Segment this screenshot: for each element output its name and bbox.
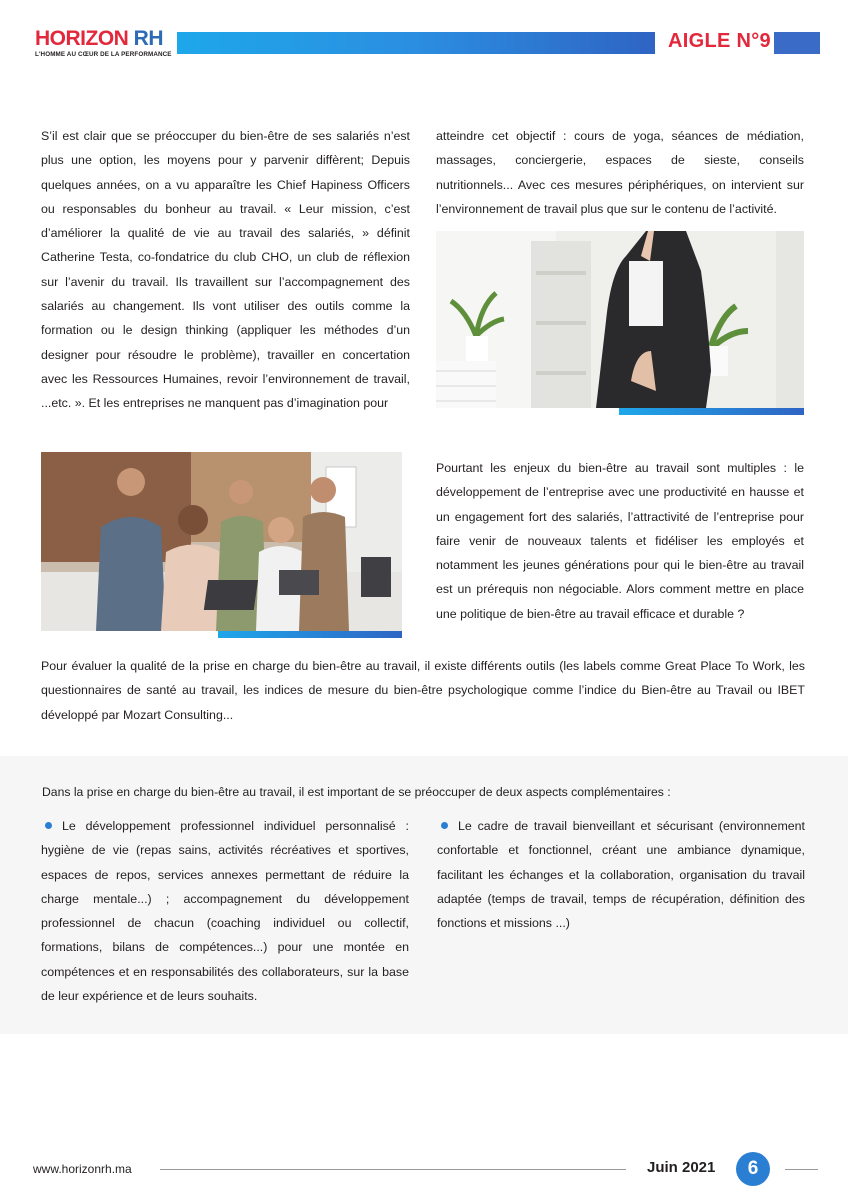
- article-paragraph-4: Pour évaluer la qualité de la prise en charge du bien-être au travail, il existe différents outils (les labels comme Great Place To Work, les questionnaires de santé au travail, les indices de mesure du bien-être psychologique comme l’indice du Bien-être au Travail ou IBET développé par Mozart Consulting...: [41, 659, 805, 722]
- footer-divider: [160, 1169, 626, 1170]
- article-paragraph-3: Pourtant les enjeux du bien-être au travail sont multiples : le développement de l’entreprise avec une productivité en hausse et un engagement fort des salariés, l’attractivité de l’entreprise pour faire venir de nouveaux talents et fidéliser les employés et notamment les jeunes générations pour qui le bien-être au travail est un prérequis non négociable. Alors comment mettre en place une politique de bien-être au travail efficace et durable ?: [436, 461, 804, 621]
- page-number-badge: 6: [736, 1152, 770, 1186]
- yoga-office-photo: [436, 231, 804, 408]
- team-meeting-photo: [41, 452, 402, 631]
- footer-divider-right: [785, 1169, 818, 1170]
- logo-word-rh: RH: [133, 27, 164, 50]
- highlight-intro: Dans la prise en charge du bien-être au travail, il est important de se préoccuper de deux aspects complémentaires :: [42, 785, 671, 799]
- article-paragraph-1: S’il est clair que se préoccuper du bien-être de ses salariés n’est plus une option, les moyens pour y parvenir diffèrent; Depuis quelques années, on a vu apparaître les Chief Hapiness Officers ou responsables du bonheur au travail. « Leur mission, c’est d’améliorer la qualité de vie au travail des salariés, » définit Catherine Testa, co-fondatrice du club CHO, un club de réflexion sur l’avenir du travail. Ils travaillent sur l’accompagnement des salariés au changement. Ils vont utiliser des outils comme la formation ou le design thinking (appliquer les méthodes d’un designer pour résoudre le problème), travailler en concertation avec les Ressources Humaines, revoir l’environnement de travail, ...etc. ». Et les entreprises ne manquent pas d’imagination pour: [41, 129, 410, 411]
- team-photo-illustration: [41, 452, 402, 631]
- brand-logo: [35, 28, 175, 58]
- highlight-bullet-2-text: Le cadre de travail bienveillant et sécurisant (environnement confortable et fonctionnel, créant une ambiance dynamique, facilitant les échanges et la collaboration, organisation du travail adaptée (temps de travail, temps de récupération, définition des fonctions et missions ...): [437, 819, 805, 931]
- highlight-bullet-1-text: Le développement professionnel individuel personnalisé : hygiène de vie (repas sains, activités récréatives et sportives, espaces de repos, services annexes permettant de réduire la charge mentale...) ; accompagnement du développement professionnel de chacun (coaching individuel ou collectif, formations, bilans de compétences...) pour une montée en compétences et en responsabilités des collaborateurs, sur la base de leur expérience et de leurs souhaits.: [41, 819, 409, 1004]
- logo-tagline: L'HOMME AU CŒUR DE LA PERFORMANCE: [35, 51, 172, 58]
- team-photo-accent-bar: [218, 631, 402, 638]
- header-accent-bar: [774, 32, 820, 54]
- yoga-photo-illustration: [436, 231, 804, 408]
- highlight-bullet-1: [41, 814, 409, 1008]
- article-paragraph-2: atteindre cet objectif : cours de yoga, séances de médiation, massages, conciergerie, espaces de sieste, conseils nutritionnels... Avec ces mesures périphériques, on intervient sur l’environnement de travail plus que sur le contenu de l’activité.: [436, 129, 804, 216]
- footer-website-link[interactable]: www.horizonrh.ma: [33, 1162, 132, 1176]
- bullet-dot-icon: [45, 822, 52, 829]
- logo-word-horizon: HORIZON: [35, 27, 129, 50]
- issue-label: AIGLE N°9: [668, 30, 771, 52]
- highlight-bullet-2: [437, 814, 805, 935]
- header-gradient-bar: [177, 32, 655, 54]
- bullet-dot-icon: [441, 822, 448, 829]
- logo-wordmark: [35, 28, 175, 50]
- footer-issue-date: Juin 2021: [647, 1159, 716, 1176]
- yoga-photo-accent-bar: [619, 408, 804, 415]
